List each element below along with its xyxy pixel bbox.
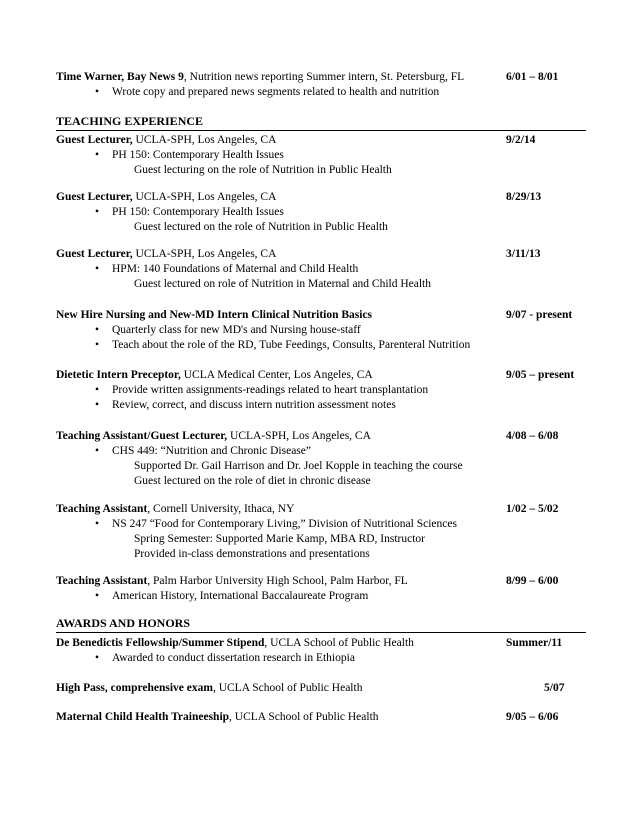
entry-rest: UCLA-SPH, Los Angeles, CA xyxy=(132,191,277,203)
entry-bullet: • PH 150: Contemporary Health Issues xyxy=(56,205,586,220)
entry-heading xyxy=(56,70,586,85)
entry-dietetic-intern-preceptor xyxy=(56,368,586,413)
entry-date: 8/99 – 6/00 xyxy=(506,575,559,587)
entry-rest: , UCLA School of Public Health xyxy=(264,637,414,649)
entry-date: 3/11/13 xyxy=(506,248,541,260)
entry-award-traineeship xyxy=(56,710,586,725)
entry-date: 1/02 – 5/02 xyxy=(506,503,559,515)
entry-sub: Guest lectured on role of Nutrition in Maternal and Child Health xyxy=(134,278,432,290)
entry-award-fellowship xyxy=(56,636,586,666)
entry-date: 9/2/14 xyxy=(506,134,536,146)
entry-date: 9/07 - present xyxy=(506,309,573,321)
entry-title: High Pass, comprehensive exam xyxy=(56,682,213,694)
entry-bullet: • CHS 449: “Nutrition and Chronic Disease” xyxy=(56,444,586,459)
entry-bullet: • Provide written assignments-readings related to heart transplantation xyxy=(56,383,586,398)
entry-teaching-assistant-cornell xyxy=(56,502,586,562)
entry-rest: UCLA-SPH, Los Angeles, CA xyxy=(132,134,277,146)
entry-time-warner xyxy=(56,70,586,100)
entry-title: New Hire Nursing and New-MD Intern Clinical Nutrition Basics xyxy=(56,309,373,321)
entry-sub: Guest lectured on the role of diet in chronic disease xyxy=(134,475,371,487)
entry-bullet: • Teach about the role of the RD, Tube Feedings, Consults, Parenteral Nutrition xyxy=(56,338,586,353)
entry-date: 4/08 – 6/08 xyxy=(506,430,559,442)
entry-title: De Benedictis Fellowship/Summer Stipend xyxy=(56,637,265,649)
entry-title: Guest Lecturer, xyxy=(56,134,133,146)
entry-rest: UCLA-SPH, Los Angeles, CA xyxy=(227,430,371,442)
section-awards-header: AWARDS AND HONORS xyxy=(56,616,586,633)
entry-bullet: • NS 247 “Food for Contemporary Living,” Division of Nutritional Sciences xyxy=(56,517,586,532)
entry-guest-lecturer-2 xyxy=(56,190,586,235)
entry-bullet: • Quarterly class for new MD's and Nursing house-staff xyxy=(56,323,586,338)
entry-rest: UCLA-SPH, Los Angeles, CA xyxy=(132,248,277,260)
entry-new-hire-nursing xyxy=(56,308,586,353)
entry-sub: Guest lectured on the role of Nutrition in Public Health xyxy=(134,221,388,233)
entry-rest: UCLA Medical Center, Los Angeles, CA xyxy=(180,369,373,381)
entry-title: Teaching Assistant/Guest Lecturer, xyxy=(56,430,228,442)
entry-rest: , Palm Harbor University High School, Palm Harbor, FL xyxy=(147,575,408,587)
entry-rest: , Cornell University, Ithaca, NY xyxy=(147,503,295,515)
entry-guest-lecturer-1 xyxy=(56,133,586,178)
entry-teaching-assistant-palm-harbor xyxy=(56,574,586,604)
entry-bullet: • Wrote copy and prepared news segments related to health and nutrition xyxy=(56,85,586,100)
entry-org: Time Warner, Bay News 9 xyxy=(56,71,184,83)
entry-date: 6/01 – 8/01 xyxy=(506,71,559,83)
entry-date: 9/05 – present xyxy=(506,369,575,381)
entry-rest: , UCLA School of Public Health xyxy=(212,682,363,694)
entry-sub: Spring Semester: Supported Marie Kamp, MBA RD, Instructor xyxy=(134,533,425,545)
entry-date: 5/07 xyxy=(544,682,565,694)
entry-date: 8/29/13 xyxy=(506,191,542,203)
entry-guest-lecturer-3 xyxy=(56,247,586,292)
entry-sub: Provided in-class demonstrations and presentations xyxy=(134,548,370,560)
entry-award-high-pass xyxy=(56,681,586,696)
entry-bullet: • Review, correct, and discuss intern nutrition assessment notes xyxy=(56,398,586,413)
entry-teaching-assistant-ucla xyxy=(56,429,586,489)
entry-rest: , UCLA School of Public Health xyxy=(229,711,379,723)
entry-title: Guest Lecturer, xyxy=(56,248,133,260)
entry-bullet: • American History, International Baccalaureate Program xyxy=(56,589,586,604)
entry-title: Guest Lecturer, xyxy=(56,191,133,203)
entry-sub: Supported Dr. Gail Harrison and Dr. Joel Kopple in teaching the course xyxy=(134,460,463,472)
entry-desc: , Nutrition news reporting Summer intern, St. Petersburg, FL xyxy=(183,71,465,83)
entry-bullet: • Awarded to conduct dissertation research in Ethiopia xyxy=(56,651,586,666)
entry-title: Dietetic Intern Preceptor, xyxy=(56,369,181,381)
entry-bullet: • PH 150: Contemporary Health Issues xyxy=(56,148,586,163)
entry-date: 9/05 – 6/06 xyxy=(506,711,559,723)
entry-title: Teaching Assistant xyxy=(56,575,148,587)
entry-bullet: • HPM: 140 Foundations of Maternal and Child Health xyxy=(56,262,586,277)
entry-date: Summer/11 xyxy=(506,637,563,649)
entry-title: Maternal Child Health Traineeship xyxy=(56,711,230,723)
section-teaching-header: TEACHING EXPERIENCE xyxy=(56,114,586,131)
entry-title: Teaching Assistant xyxy=(56,503,148,515)
entry-sub: Guest lecturing on the role of Nutrition in Public Health xyxy=(134,164,392,176)
